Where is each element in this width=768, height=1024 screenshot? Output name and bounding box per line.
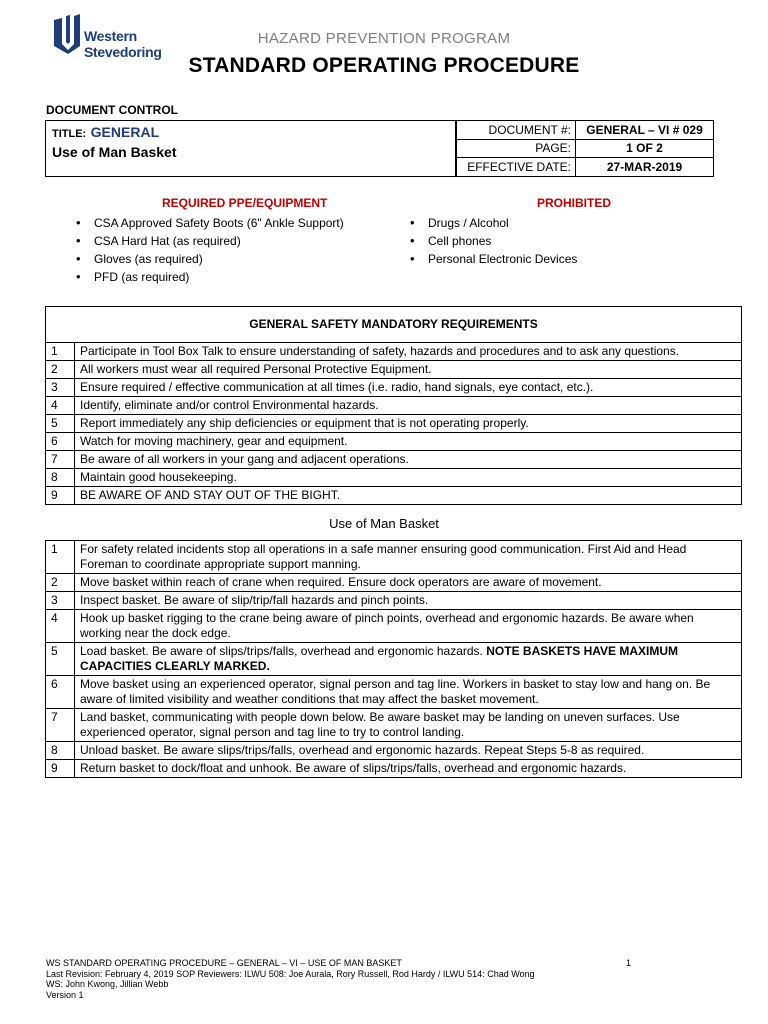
row-number: 7 [46,451,75,469]
row-text: Be aware of all workers in your gang and adjacent operations. [80,452,409,466]
row-number: 2 [46,574,75,592]
list-item: • Cell phones [404,232,577,250]
row-text: Unload basket. Be aware slips/trips/falls, overhead and ergonomic hazards. Repeat Steps 5-8 as required. [80,743,645,757]
meta-key: EFFECTIVE DATE: [457,158,576,177]
row-text-cell [75,343,742,361]
list-item: • Gloves (as required) [70,250,344,268]
row-number: 4 [46,610,75,643]
table-row [46,361,742,379]
list-item: • PFD (as required) [70,268,344,286]
row-text-cell [75,397,742,415]
document-title: STANDARD OPERATING PROCEDURE [188,54,580,77]
row-text-cell [75,676,742,709]
prohibited-list [404,214,577,268]
footer [46,958,646,1000]
row-text: Ensure required / effective communication at all times (i.e. radio, hand signals, eye contact, etc.). [80,380,594,394]
table-row [46,760,742,778]
row-number: 1 [46,343,75,361]
procedure-heading: Use of Man Basket [329,516,439,531]
row-text-cell [75,487,742,505]
table-row [46,709,742,742]
table-row [46,592,742,610]
row-number: 3 [46,592,75,610]
row-text: Report immediately any ship deficiencies or equipment that is not operating properly. [80,416,529,430]
row-text-cell [75,643,742,676]
meta-key: DOCUMENT #: [457,121,576,140]
table-row [46,379,742,397]
row-number: 6 [46,433,75,451]
row-text: For safety related incidents stop all operations in a safe manner ensuring good communication. First Aid and Head Foreman to coordinate appropriate support manning. [80,542,687,571]
row-number: 6 [46,676,75,709]
logo-text-line1: Western [84,28,137,44]
ppe-heading: REQUIRED PPE/EQUIPMENT [162,196,328,210]
row-number: 9 [46,760,75,778]
row-number: 8 [46,742,75,760]
meta-row [457,158,714,177]
row-text-cell [75,541,742,574]
row-text-cell [75,469,742,487]
row-text: Inspect basket. Be aware of slip/trip/fall hazards and pinch points. [80,593,429,607]
row-text: Load basket. Be aware of slips/trips/falls, overhead and ergonomic hazards. [80,644,487,658]
row-number: 5 [46,415,75,433]
footer-reviewers: WS: John Kwong, Jillian Webb [46,979,169,989]
table-row [46,676,742,709]
general-requirements-heading: GENERAL SAFETY MANDATORY REQUIREMENTS [46,307,742,343]
table-row [46,433,742,451]
meta-row [457,139,714,158]
row-text: Hook up basket rigging to the crane being aware of pinch points, overhead and ergonomic hazards. Be aware when working near the dock edge. [80,611,694,640]
footer-version: Version 1 [46,989,84,1000]
procedure-table [45,540,742,778]
row-text-cell [75,610,742,643]
row-number: 4 [46,397,75,415]
row-number: 7 [46,709,75,742]
meta-row [457,121,714,140]
row-text-cell [75,433,742,451]
table-row [46,742,742,760]
prohibited-heading: PROHIBITED [537,196,612,210]
general-requirements-table [45,306,742,505]
row-number: 8 [46,469,75,487]
row-number: 2 [46,361,75,379]
row-text: Land basket, communicating with people down below. Be aware basket may be landing on uneven surfaces. Use experienced operator, signal person and tag line to try to control landing. [80,710,680,739]
row-text: BE AWARE OF AND STAY OUT OF THE BIGHT. [80,488,341,502]
footer-title: WS STANDARD OPERATING PROCEDURE – GENERAL – VI – USE OF MAN BASKET [46,958,402,968]
row-text: All workers must wear all required Personal Protective Equipment. [80,362,432,376]
row-text-cell [75,415,742,433]
ppe-list [70,214,344,286]
general-requirements-body [46,343,742,505]
row-text-emphasis: NOTE BASKETS HAVE MAXIMUM CAPACITIES CLEARLY MARKED. [80,644,679,673]
row-number: 5 [46,643,75,676]
row-text: Participate in Tool Box Talk to ensure understanding of safety, hazards and procedures and to ask any questions. [80,344,680,358]
row-text-cell [75,574,742,592]
row-text-cell [75,379,742,397]
row-text-cell [75,592,742,610]
table-row [46,469,742,487]
title-value: GENERAL [90,124,160,140]
table-row [46,451,742,469]
row-text-cell [75,709,742,742]
table-row [46,343,742,361]
table-row [46,415,742,433]
list-item: • Personal Electronic Devices [404,250,577,268]
row-text: Watch for moving machinery, gear and equipment. [80,434,348,448]
meta-value: 1 OF 2 [576,139,714,158]
row-number: 1 [46,541,75,574]
table-row [46,574,742,592]
table-row [46,643,742,676]
table-row [46,397,742,415]
list-item: • Drugs / Alcohol [404,214,577,232]
row-text-cell [75,760,742,778]
document-control-label: DOCUMENT CONTROL [46,103,178,117]
list-item: • CSA Hard Hat (as required) [70,232,344,250]
row-text: Move basket within reach of crane when required. Ensure dock operators are aware of movement. [80,575,602,589]
document-meta-table [456,120,714,177]
program-name: HAZARD PREVENTION PROGRAM [257,30,511,47]
row-text-cell [75,361,742,379]
procedure-body [46,541,742,778]
meta-value: GENERAL – VI # 029 [576,121,714,140]
row-text-cell [75,451,742,469]
procedure-subtitle: Use of Man Basket [52,144,177,160]
row-text: Return basket to dock/float and unhook. Be aware of slips/trips/falls, overhead and ergonomic hazards. [80,761,627,775]
page-number: 1 [626,958,632,968]
row-number: 9 [46,487,75,505]
row-number: 3 [46,379,75,397]
table-row [46,541,742,574]
logo-text-line2: Stevedoring [84,44,162,60]
row-text: Move basket using an experienced operator, signal person and tag line. Workers in basket to stay low and hang on. Be aware of limited visibility and weather conditions that may affect the basket movement. [80,677,711,706]
meta-key: PAGE: [457,139,576,158]
list-item: • CSA Approved Safety Boots (6" Ankle Support) [70,214,344,232]
table-row [46,610,742,643]
row-text-cell [75,742,742,760]
table-header-row [46,307,742,343]
title-label: TITLE: [52,128,87,140]
row-text: Identify, eliminate and/or control Environmental hazards. [80,398,379,412]
title-box [45,120,456,177]
table-row [46,487,742,505]
footer-revision: Last Revision: February 4, 2019 SOP Reviewers: ILWU 508: Joe Aurala, Rory Russell, Rod Hardy / ILWU 514: Chad Wong [46,968,535,979]
row-text: Maintain good housekeeping. [80,470,237,484]
meta-value: 27-MAR-2019 [576,158,714,177]
